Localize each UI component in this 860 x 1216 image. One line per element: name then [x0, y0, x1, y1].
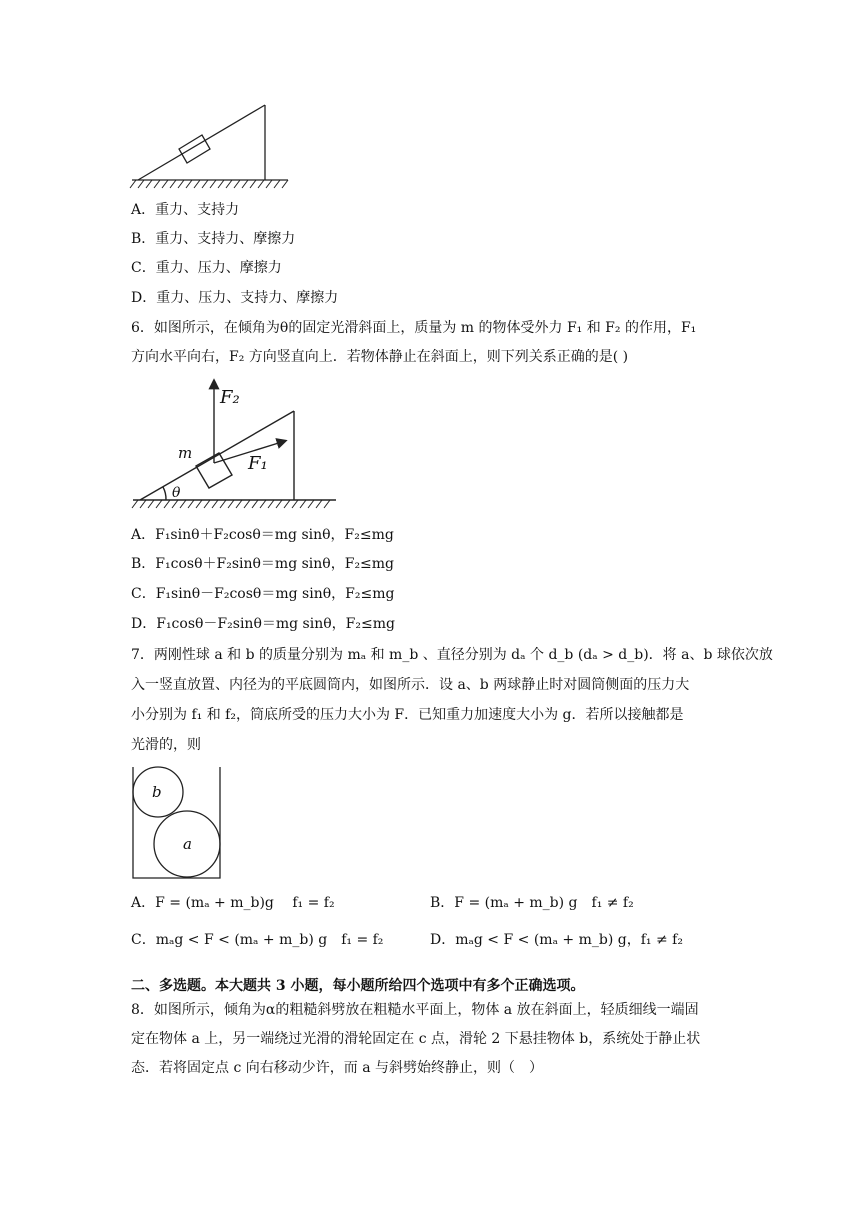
- cylinder-outline: [133, 767, 220, 878]
- q7-option-c: C．mₐg < F < (mₐ + m_b) g f₁ = f₂: [131, 932, 384, 948]
- q7-option-a: A．F = (mₐ + m_b)g f₁ = f₂: [131, 895, 335, 911]
- theta-angle-arc: [163, 487, 166, 500]
- block: [179, 135, 210, 163]
- q8-stem-line2: 定在物体 a 上，另一端绕过光滑的滑轮固定在 c 点，滑轮 2 下悬挂物体 b，系统处于静止状: [131, 1031, 701, 1047]
- q5-option-a: A．重力、支持力: [131, 202, 240, 218]
- f1-label: F₁: [248, 453, 268, 474]
- q7-stem-line2: 入一竖直放置、内径为的平底圆筒内，如图所示．设 a、b 两球静止时对圆筒侧面的压力大: [131, 677, 690, 693]
- incline-slope: [138, 105, 265, 180]
- ground-hatching: [132, 500, 330, 508]
- ground-hatching: [130, 180, 288, 188]
- q5-option-b: B．重力、支持力、摩擦力: [131, 231, 296, 247]
- ball-b-label: b: [152, 783, 162, 801]
- q6-option-c: C．F₁sinθ－F₂cosθ＝mg sinθ，F₂≤mg: [131, 586, 395, 602]
- q5-incline-figure: [128, 98, 292, 190]
- q8-stem-line1: 8．如图所示，倾角为α的粗糙斜劈放在粗糙水平面上，物体 a 放在斜面上，轻质细线一端固: [131, 1002, 699, 1018]
- m-label: m: [178, 444, 193, 462]
- q7-cylinder-figure: [128, 765, 228, 881]
- q7-stem-line4: 光滑的，则: [131, 737, 201, 753]
- q6-force-figure: [128, 375, 348, 515]
- q7-option-b: B．F = (mₐ + m_b) g f₁ ≠ f₂: [430, 895, 634, 911]
- q5-option-c: C．重力、压力、摩擦力: [131, 260, 282, 276]
- q6-stem-line1: 6．如图所示，在倾角为θ的固定光滑斜面上，质量为 m 的物体受外力 F₁ 和 F₂ 的作用，F₁: [131, 320, 697, 336]
- section2-heading: 二、多选题。本大题共 3 小题，每小题所给四个选项中有多个正确选项。: [131, 978, 585, 994]
- incline-slope: [140, 411, 294, 500]
- q8-stem-line3: 态．若将固定点 c 向右移动少许，而 a 与斜劈始终静止，则（ ）: [131, 1060, 543, 1076]
- q7-stem-line3: 小分别为 f₁ 和 f₂，筒底所受的压力大小为 F．已知重力加速度大小为 g．若所以接触都是: [131, 707, 684, 723]
- theta-label: θ: [172, 485, 181, 501]
- q7-option-d: D．mₐg < F < (mₐ + m_b) g，f₁ ≠ f₂: [430, 932, 683, 948]
- ball-a-label: a: [183, 835, 192, 853]
- q6-stem-line2: 方向水平向右，F₂ 方向竖直向上．若物体静止在斜面上，则下列关系正确的是( ): [131, 349, 629, 365]
- q6-option-d: D．F₁cosθ－F₂sinθ＝mg sinθ，F₂≤mg: [131, 616, 395, 632]
- q5-option-d: D．重力、压力、支持力、摩擦力: [131, 290, 339, 306]
- q7-stem-line1: 7．两刚性球 a 和 b 的质量分别为 mₐ 和 m_b 、直径分别为 dₐ 个 d_b (dₐ > d_b)．将 a、b 球依次放: [131, 647, 773, 663]
- q6-option-b: B．F₁cosθ＋F₂sinθ＝mg sinθ，F₂≤mg: [131, 556, 395, 572]
- q6-option-a: A．F₁sinθ＋F₂cosθ＝mg sinθ，F₂≤mg: [131, 527, 394, 543]
- f2-label: F₂: [220, 387, 240, 408]
